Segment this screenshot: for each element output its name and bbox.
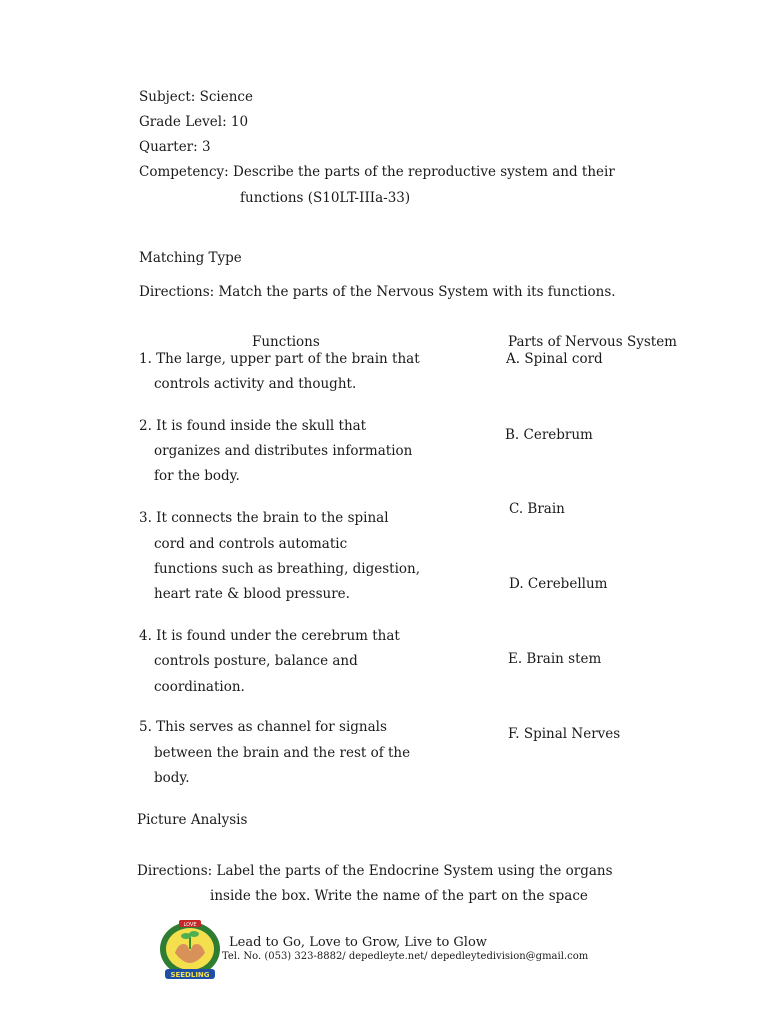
logo-bottom-text: SEEDLING [170, 971, 210, 979]
function-item-3-line-1: 3. It connects the brain to the spinal [139, 510, 389, 526]
parts-column-header: Parts of Nervous System [508, 334, 677, 350]
function-item-4-line-2: controls posture, balance and [154, 653, 358, 669]
function-item-4-line-1: 4. It is found under the cerebrum that [139, 628, 400, 644]
function-item-1-line-2: controls activity and thought. [154, 376, 357, 392]
function-item-3-line-2: cord and controls automatic [154, 536, 348, 552]
logo-top-text: LOVE [183, 922, 197, 928]
picture-analysis-directions-2: inside the box. Write the name of the part on the space [210, 888, 588, 904]
competency-line-2: functions (S10LT-IIIa-33) [240, 190, 411, 206]
function-item-5-line-2: between the brain and the rest of the [154, 745, 411, 761]
matching-directions: Directions: Match the parts of the Nervous System with its functions. [139, 284, 616, 300]
subject-line: Subject: Science [139, 89, 253, 105]
seedling-logo [157, 919, 223, 983]
quarter-line: Quarter: 3 [139, 139, 211, 155]
choice-b: B. Cerebrum [505, 427, 593, 443]
footer-contact: Tel. No. (053) 323-8882/ depedleyte.net/ depedleytedivision@gmail.com [222, 951, 589, 962]
function-item-1-line-1: 1. The large, upper part of the brain that [139, 351, 420, 367]
choice-e: E. Brain stem [508, 651, 602, 667]
competency-line-1: Competency: Describe the parts of the reproductive system and their [139, 164, 615, 180]
function-item-3-line-3: functions such as breathing, digestion, [154, 561, 421, 577]
function-item-2-line-3: for the body. [154, 468, 240, 484]
choice-c: C. Brain [509, 501, 565, 517]
logo-leaf-right [189, 931, 199, 937]
function-item-3-line-4: heart rate & blood pressure. [154, 586, 350, 602]
choice-f: F. Spinal Nerves [508, 726, 621, 742]
function-item-5-line-1: 5. This serves as channel for signals [139, 719, 387, 735]
choice-d: D. Cerebellum [509, 576, 608, 592]
picture-analysis-directions-1: Directions: Label the parts of the Endocrine System using the organs [137, 863, 613, 879]
function-item-5-line-3: body. [154, 770, 190, 786]
picture-analysis-title: Picture Analysis [137, 812, 248, 828]
functions-column-header: Functions [252, 334, 320, 350]
function-item-2-line-1: 2. It is found inside the skull that [139, 418, 367, 434]
function-item-2-line-2: organizes and distributes information [154, 443, 413, 459]
grade-level-line: Grade Level: 10 [139, 114, 249, 130]
function-item-4-line-3: coordination. [154, 679, 245, 695]
matching-type-title: Matching Type [139, 250, 242, 266]
footer-motto: Lead to Go, Love to Grow, Live to Glow [229, 935, 487, 950]
choice-a: A. Spinal cord [506, 351, 603, 367]
